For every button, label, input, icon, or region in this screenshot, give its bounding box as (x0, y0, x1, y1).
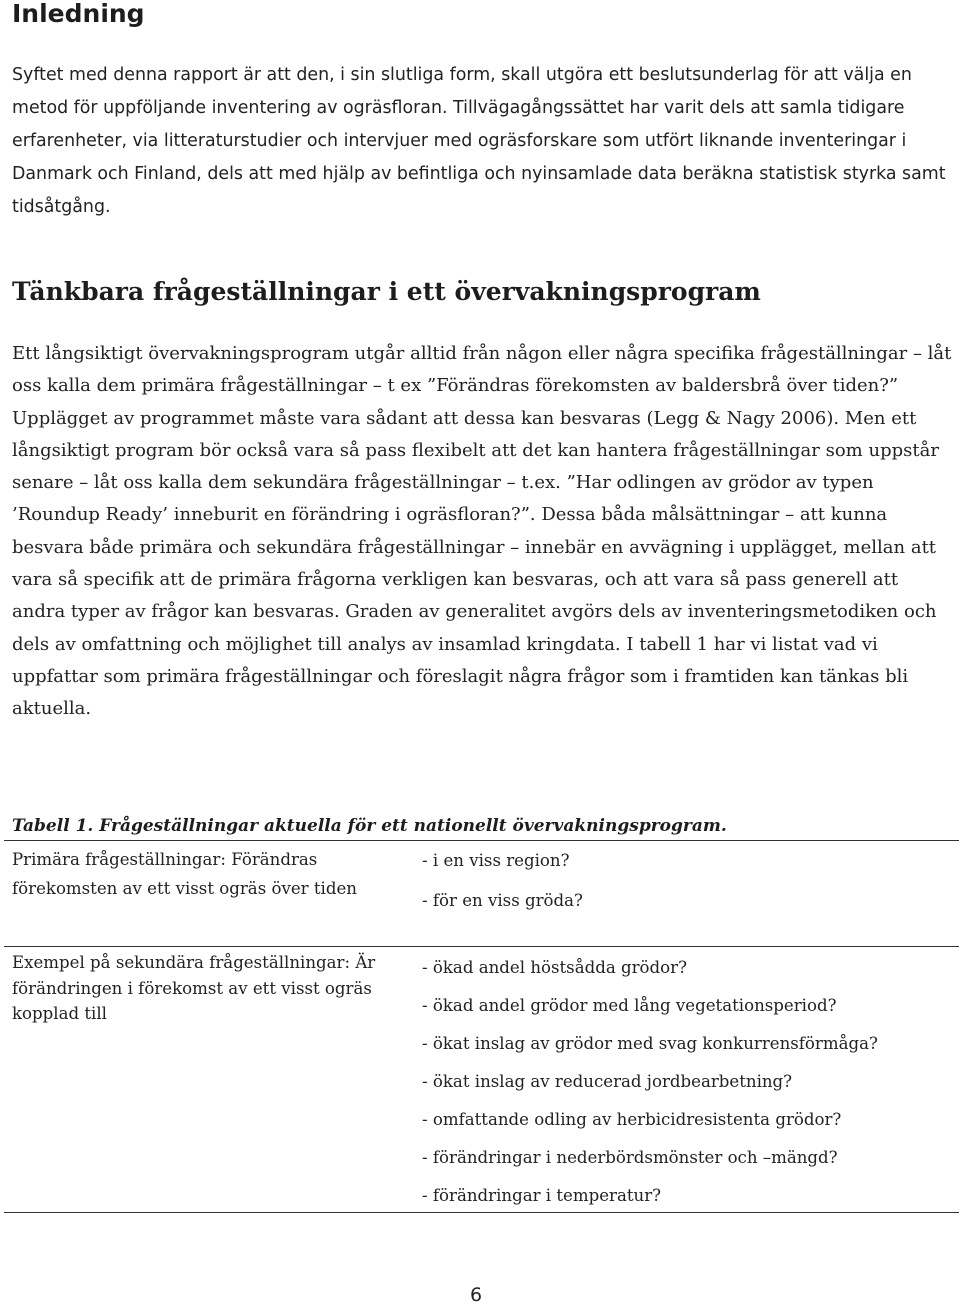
table-middle-rule (4, 946, 959, 947)
section-heading-fragestallningar: Tänkbara frågeställningar i ett övervakningsprogram (12, 277, 761, 306)
table-caption: Tabell 1. Frågeställningar aktuella för ett nationellt övervakningsprogram. (12, 816, 727, 836)
list-item: - ökat inslag av grödor med svag konkurrensförmåga? (422, 1034, 878, 1053)
list-item: - för en viss gröda? (422, 891, 583, 910)
list-item: - ökad andel höstsådda grödor? (422, 958, 687, 977)
table-row-secondary-questions (422, 954, 878, 1220)
intro-paragraph: Syftet med denna rapport är att den, i sin slutliga form, skall utgöra ett beslutsunderlag för att välja en metod för uppföljande inventering av ogräsfloran. Tillvägagångssättet har varit dels att samla tidigare erfarenheter, via litteraturstudier och intervjuer med ogräsforskare som utfört liknande inventeringar i Danmark och Finland, dels att med hjälp av befintliga och nyinsamlade data beräkna statistisk styrka samt tidsåtgång. (12, 65, 946, 217)
table-row-secondary-label: Exempel på sekundära frågeställningar: Är förändringen i förekomst av ett visst ogräs kopplad till (12, 953, 376, 1023)
list-item: - förändringar i nederbördsmönster och –mängd? (422, 1148, 838, 1167)
section-heading-inledning: Inledning (12, 0, 145, 28)
list-item: - ökat inslag av reducerad jordbearbetning? (422, 1072, 793, 1091)
list-item: - förändringar i temperatur? (422, 1186, 662, 1205)
body-paragraph: Ett långsiktigt övervakningsprogram utgår alltid från någon eller några specifika frågeställningar – låt oss kalla dem primära frågeställningar – t ex ”Förändras förekomsten av baldersbrå över tiden?” Upplägget av programmet måste vara sådant att dessa kan besvaras (Legg & Nagy 2006). Men ett långsiktigt program bör också vara så pass flexibelt att det kan hantera frågeställningar som uppstår senare – låt oss kalla dem sekundära frågeställningar – t.ex. ”Har odlingen av grödor av typen ’Roundup Ready’ inneburit en förändring i ogräsfloran?”. Dessa båda målsättningar – att kunna besvara både primära och sekundära frågeställningar – innebär en avvägning i upplägget, mellan att vara så specifik att de primära frågorna verkligen kan besvaras, och att vara så pass generell att andra typer av frågor kan besvaras. Graden av generalitet avgörs dels av inventeringsmetodiken och dels av omfattning och möjlighet till analys av insamlad kringdata. I tabell 1 har vi listat vad vi uppfattar som primära frågeställningar och föreslagit några frågor som i framtiden kan tänkas bli aktuella. (12, 343, 952, 720)
list-item: - omfattande odling av herbicidresistenta grödor? (422, 1110, 842, 1129)
table-row-primary-questions (422, 847, 583, 927)
page-number: 6 (470, 1284, 483, 1306)
list-item: - ökad andel grödor med lång vegetationsperiod? (422, 996, 837, 1015)
table-bottom-rule (4, 1212, 959, 1213)
list-item: - i en viss region? (422, 851, 570, 870)
table-top-rule (4, 840, 959, 841)
table-row-primary-label: Primära frågeställningar: Förändras förekomsten av ett visst ogräs över tiden (12, 850, 357, 898)
